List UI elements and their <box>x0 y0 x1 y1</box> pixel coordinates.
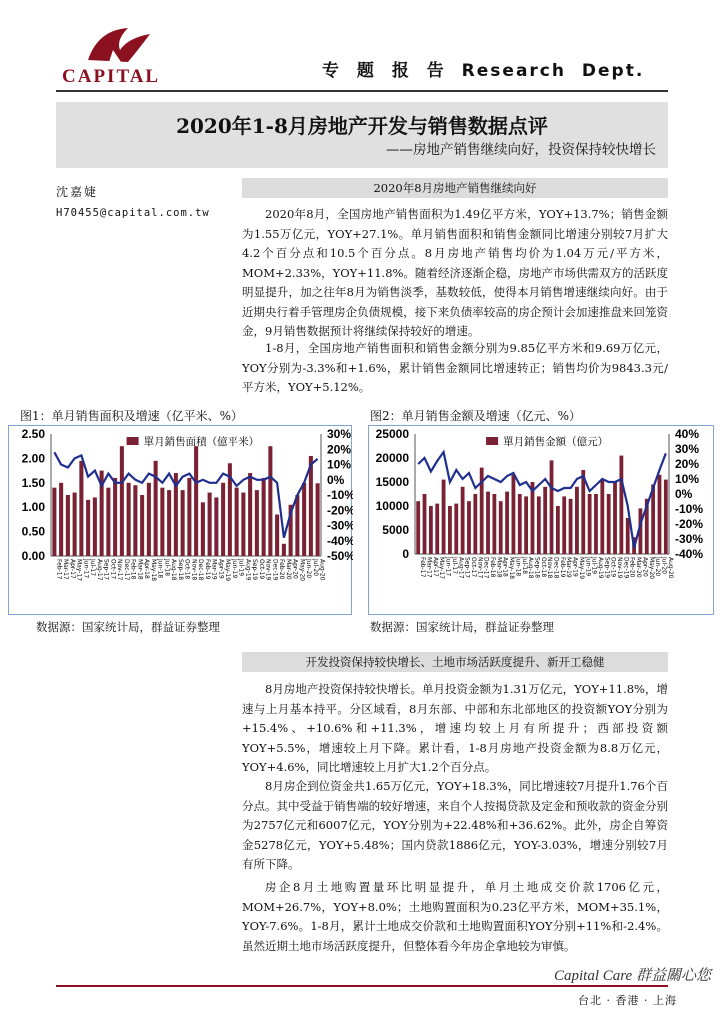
legend-swatch <box>486 437 498 445</box>
bar <box>133 485 137 556</box>
bar <box>486 492 490 554</box>
bar <box>619 456 623 554</box>
x-tick-label: Jun-17 <box>444 557 452 577</box>
bar <box>106 488 110 556</box>
bar <box>160 488 164 556</box>
y-tick-label: 20000 <box>375 451 409 465</box>
bar <box>588 494 592 554</box>
bar <box>52 488 56 556</box>
x-tick-label: Jun-17 <box>82 559 90 579</box>
x-tick-label: Dec-19 <box>622 557 630 579</box>
y2-tick-label: -20% <box>675 517 704 531</box>
y2-tick-label: -40% <box>675 547 704 561</box>
x-tick-label: Apr-18 <box>143 559 151 579</box>
bar <box>295 495 299 556</box>
bar <box>113 478 117 556</box>
figure-2-source: 数据源：国家统计局，群益证券整理 <box>370 620 554 634</box>
x-tick-label: Apr-18 <box>501 557 509 577</box>
x-tick-label: Feb-17 <box>419 557 427 578</box>
bar <box>429 506 433 554</box>
bar <box>562 496 566 554</box>
bar <box>221 483 225 556</box>
x-tick-label: Mar-20 <box>635 557 643 578</box>
x-tick-label: Apr-20 <box>291 559 299 579</box>
x-tick-label: Dec-18 <box>197 559 205 581</box>
x-tick-label: Apr-20 <box>641 557 649 577</box>
bar <box>626 518 630 554</box>
bar <box>268 446 272 556</box>
x-tick-label: Nov-18 <box>546 557 554 579</box>
bar <box>147 483 151 556</box>
bar <box>537 496 541 554</box>
y2-tick-label: 30% <box>675 442 700 456</box>
x-tick-label: May-19 <box>577 557 585 580</box>
bar <box>448 506 452 554</box>
x-tick-label: Nov-18 <box>190 559 198 581</box>
bar <box>127 483 131 556</box>
x-tick-label: Aug-20 <box>318 559 326 581</box>
bar <box>556 506 560 554</box>
bar <box>93 497 97 556</box>
x-tick-label: Feb-18 <box>129 559 137 580</box>
bar <box>201 502 205 556</box>
bar <box>505 492 509 554</box>
bar <box>499 501 503 554</box>
y-tick-label: 10000 <box>375 499 409 513</box>
x-tick-label: Feb-20 <box>628 557 636 578</box>
bar <box>581 470 585 554</box>
x-tick-label: Apr-19 <box>217 559 225 579</box>
author-name: 沈嘉婕 <box>56 185 99 199</box>
x-tick-label: Mar-18 <box>136 559 144 580</box>
page-subtitle: ——房地产销售继续向好，投资保持较快增长 <box>386 142 656 158</box>
x-tick-label: Feb-20 <box>278 559 286 580</box>
y-tick-label: 5000 <box>382 523 409 537</box>
bar <box>575 487 579 554</box>
bar <box>59 483 63 556</box>
x-tick-label: Dec-19 <box>271 559 279 581</box>
bar <box>120 446 124 556</box>
x-tick-label: Jun-18 <box>514 557 522 577</box>
x-tick-label: Jul-20 <box>311 559 319 577</box>
bar <box>518 494 522 554</box>
bar <box>600 480 604 554</box>
x-tick-label: Aug-19 <box>596 557 604 579</box>
footer-brand: Capital Care 群益關心您 <box>554 968 711 984</box>
y2-tick-label: -30% <box>675 532 704 546</box>
x-tick-label: Aug-20 <box>666 557 674 579</box>
x-tick-label: Jun-18 <box>156 559 164 579</box>
y2-tick-label: -40% <box>327 533 353 548</box>
x-tick-label: Mar-19 <box>565 557 573 578</box>
x-tick-label: Jul-17 <box>89 559 97 577</box>
bar <box>255 490 259 556</box>
bar <box>86 500 90 556</box>
x-tick-label: Mar-19 <box>210 559 218 580</box>
bar <box>664 480 668 554</box>
x-tick-label: Sep-17 <box>102 559 110 581</box>
x-tick-label: May-18 <box>149 559 157 582</box>
x-tick-label: May-18 <box>508 557 516 580</box>
x-tick-label: Jul-18 <box>163 559 171 577</box>
x-tick-label: Mar-17 <box>62 559 70 580</box>
bar <box>79 461 83 556</box>
x-tick-label: Feb-18 <box>489 557 497 578</box>
x-tick-label: Oct-17 <box>469 557 477 578</box>
x-tick-label: Mar-18 <box>495 557 503 578</box>
bar <box>241 493 245 556</box>
bar <box>66 495 70 556</box>
bar <box>140 495 144 556</box>
section-2-paragraph-2: 8月房企到位资金共1.65万亿元，YOY+18.3%，同比增速较7月提升1.76个百分点。其中受益于销售端的较好增速，来自个人按揭贷款及定金和预收款的资金分别为2757亿元和6007亿元，YOY分别为+22.48%和+36.62%。此外，房企自筹资金5278亿元，YOY+5.48%；国内贷款1886亿元，YOY-3.03%，增速分别较7月有所下降。 <box>242 779 668 871</box>
y2-tick-label: -50% <box>327 549 353 563</box>
x-tick-label: May-20 <box>647 557 655 580</box>
y-tick-label: 1.50 <box>21 475 45 490</box>
bar <box>73 493 77 556</box>
bar <box>187 478 191 556</box>
y-tick-label: 2.50 <box>21 427 45 441</box>
logo-text: CAPITAL <box>62 66 161 87</box>
y-tick-label: 0.00 <box>21 549 45 563</box>
bar <box>214 497 218 556</box>
page-title: 2020年1-8月房地产开发与销售数据点评 <box>176 114 548 138</box>
section-2-heading: 开发投资保持较快增长、土地市场活跃度提升、新开工稳健 <box>242 652 668 672</box>
bar <box>235 488 239 556</box>
x-tick-label: Nov-17 <box>476 557 484 579</box>
x-tick-label: Jun-19 <box>230 559 238 579</box>
x-tick-label: Feb-17 <box>55 559 63 580</box>
bar <box>435 504 439 554</box>
x-tick-label: Feb-19 <box>558 557 566 578</box>
section-2-paragraph-1: 8月房地产投资保持较快增长。单月投资金额为1.31万亿元，YOY+11.8%，增速与上月基本持平。分区域看，8月东部、中部和东北部地区的投资额YOY分别为+15.4%、+10.6%和+11.3%，增速均较上月有所提升；西部投资额YOY+5.5%，增速较上月下降。累计看，1-8月房地产投资金额为8.8万亿元，YOY+4.6%，同比增速较上月扩大1.2个百分点。 <box>242 682 668 774</box>
y2-tick-label: 20% <box>675 457 700 471</box>
legend-label: 單月銷售金額（億元） <box>503 436 609 448</box>
x-tick-label: Sep-18 <box>176 559 184 581</box>
x-tick-label: May-17 <box>438 557 446 580</box>
bar <box>423 494 427 554</box>
y-tick-label: 2.00 <box>21 451 45 466</box>
figure-2-caption: 图2：单月销售金额及增速（亿元、%） <box>370 409 582 423</box>
bar <box>613 482 617 554</box>
legend-label: 單月銷售面積（億平米） <box>143 436 260 448</box>
x-tick-label: Oct-19 <box>257 559 265 580</box>
x-tick-label: Aug-17 <box>95 559 103 581</box>
bar <box>208 493 212 556</box>
y2-tick-label: -30% <box>327 518 353 533</box>
x-tick-label: May-20 <box>298 559 306 582</box>
y-tick-label: 25000 <box>375 427 409 441</box>
y2-tick-label: 20% <box>327 442 352 457</box>
x-tick-label: Dec-17 <box>122 559 130 581</box>
section-2-paragraph-3: 房企8月土地购置量环比明显提升，单月土地成交价款1706亿元，MOM+26.7%，YOY+8.0%；土地购置面积为0.23亿平方米，MOM+35.1%，YOY-7.6%。1-8月，累计土地成交价款和土地购置面积YOY分别+11%和-2.4%。虽然近期土地市场活跃度提升，但整体看今年房企拿地较为审慎。 <box>242 880 668 953</box>
bar <box>194 446 198 556</box>
x-tick-label: Aug-18 <box>170 559 178 581</box>
bar <box>454 504 458 554</box>
x-tick-label: Sep-19 <box>251 559 259 581</box>
x-tick-label: Mar-20 <box>284 559 292 580</box>
chart-1 <box>9 426 353 614</box>
x-tick-label: Oct-19 <box>609 557 617 578</box>
title-band <box>56 102 668 168</box>
y-tick-label: 15000 <box>375 475 409 489</box>
x-tick-label: Sep-17 <box>463 557 471 579</box>
x-tick-label: Apr-17 <box>431 557 439 577</box>
report-type: 专 题 报 告 Research Dept. <box>322 61 645 81</box>
y2-tick-label: -20% <box>327 503 353 518</box>
bar <box>275 515 279 556</box>
bar <box>316 483 320 556</box>
x-tick-label: Jul-20 <box>660 557 668 575</box>
bar <box>524 496 528 554</box>
footer-divider <box>56 985 668 987</box>
y2-tick-label: 10% <box>675 472 700 486</box>
bar <box>282 544 286 556</box>
bar <box>607 494 611 554</box>
figure-1-caption: 图1：单月销售面积及增速（亿平米、%） <box>20 409 244 423</box>
bar <box>473 494 477 554</box>
bar <box>461 487 465 554</box>
footer-cities: 台北 · 香港 · 上海 <box>578 994 677 1007</box>
x-tick-label: Apr-19 <box>571 557 579 577</box>
y2-tick-label: 30% <box>327 427 352 441</box>
y2-tick-label: -10% <box>675 502 704 516</box>
y-tick-label: 0 <box>402 547 409 561</box>
bar <box>550 460 554 554</box>
section-1-paragraph-2: 1-8月，全国房地产销售面积和销售金额分别为9.85亿平方米和9.69万亿元，YOY分别为-3.3%和+1.6%，累计销售金额同比增速转正；销售均价为9843.3元/平方米，YOY+5.12%。 <box>242 341 668 394</box>
x-tick-label: Jul-17 <box>450 557 458 575</box>
bar <box>262 478 266 556</box>
x-tick-label: May-19 <box>224 559 232 582</box>
section-1-paragraph-1: 2020年8月，全国房地产销售面积为1.49亿平方米，YOY+13.7%；销售金额为1.55万亿元，YOY+27.1%。单月销售面积和销售金额同比增速分别较7月扩大4.2个百分点和10.5个百分点。8月房地产销售均价为1.04万元/平方米，MOM+2.33%，YOY+11.8%。随着经济逐渐企稳，房地产市场供需双方的活跃度明显提升，加之往年8月为销售淡季，基数较低，使得本月销售增速继续向好。由于近期央行着手管理房企负债规模，接下来负债率较高的房企预计会加速推盘来回笼资金，9月销售数据预计将继续保持较好的增速。 <box>242 207 668 338</box>
y2-tick-label: -10% <box>327 488 353 502</box>
y-tick-label: 1.00 <box>21 500 45 515</box>
x-tick-label: Nov-17 <box>116 559 124 581</box>
bar <box>416 501 420 554</box>
x-tick-label: Jun-20 <box>654 557 662 577</box>
bar <box>531 482 535 554</box>
y2-tick-label: 40% <box>675 427 700 441</box>
bar <box>543 487 547 554</box>
x-tick-label: Nov-19 <box>616 557 624 579</box>
chart-2-frame <box>368 425 714 615</box>
chart-2 <box>369 426 715 614</box>
bar <box>302 483 306 556</box>
chart-1-frame <box>8 425 352 615</box>
legend-swatch <box>127 437 139 445</box>
x-tick-label: Feb-19 <box>203 559 211 580</box>
y2-tick-label: 10% <box>327 457 352 472</box>
x-tick-label: Jun-20 <box>305 559 313 579</box>
x-tick-label: Dec-18 <box>552 557 560 579</box>
bar <box>181 490 185 556</box>
bar <box>467 501 471 554</box>
x-tick-label: Oct-17 <box>109 559 117 580</box>
x-tick-label: Sep-18 <box>533 557 541 579</box>
bar <box>594 494 598 554</box>
x-tick-label: Apr-17 <box>68 559 76 579</box>
bar <box>167 490 171 556</box>
x-tick-label: Mar-17 <box>425 557 433 578</box>
section-1-heading: 2020年8月房地产销售继续向好 <box>242 178 668 198</box>
x-tick-label: Jul-19 <box>590 557 598 575</box>
bar <box>658 475 662 554</box>
x-tick-label: Oct-18 <box>183 559 191 580</box>
bar <box>442 480 446 554</box>
x-tick-label: May-17 <box>75 559 83 582</box>
header-divider <box>56 90 668 92</box>
x-tick-label: Dec-17 <box>482 557 490 579</box>
x-tick-label: Aug-17 <box>457 557 465 579</box>
x-tick-label: Sep-19 <box>603 557 611 579</box>
x-tick-label: Aug-18 <box>527 557 535 579</box>
bar <box>248 473 252 556</box>
x-tick-label: Aug-19 <box>244 559 252 581</box>
x-tick-label: Jun-19 <box>584 557 592 577</box>
y2-tick-label: 0% <box>675 487 693 501</box>
bar <box>569 499 573 554</box>
y2-tick-label: 0% <box>327 472 345 487</box>
bar <box>512 475 516 554</box>
author-email: H70455@capital.com.tw <box>56 207 210 219</box>
x-tick-label: Jul-18 <box>520 557 528 575</box>
x-tick-label: Nov-19 <box>264 559 272 581</box>
x-tick-label: Jul-19 <box>237 559 245 577</box>
x-tick-label: Oct-18 <box>539 557 547 578</box>
figure-1-source: 数据源：国家统计局，群益证券整理 <box>36 620 220 634</box>
bar <box>492 494 496 554</box>
y-tick-label: 0.50 <box>21 524 45 539</box>
